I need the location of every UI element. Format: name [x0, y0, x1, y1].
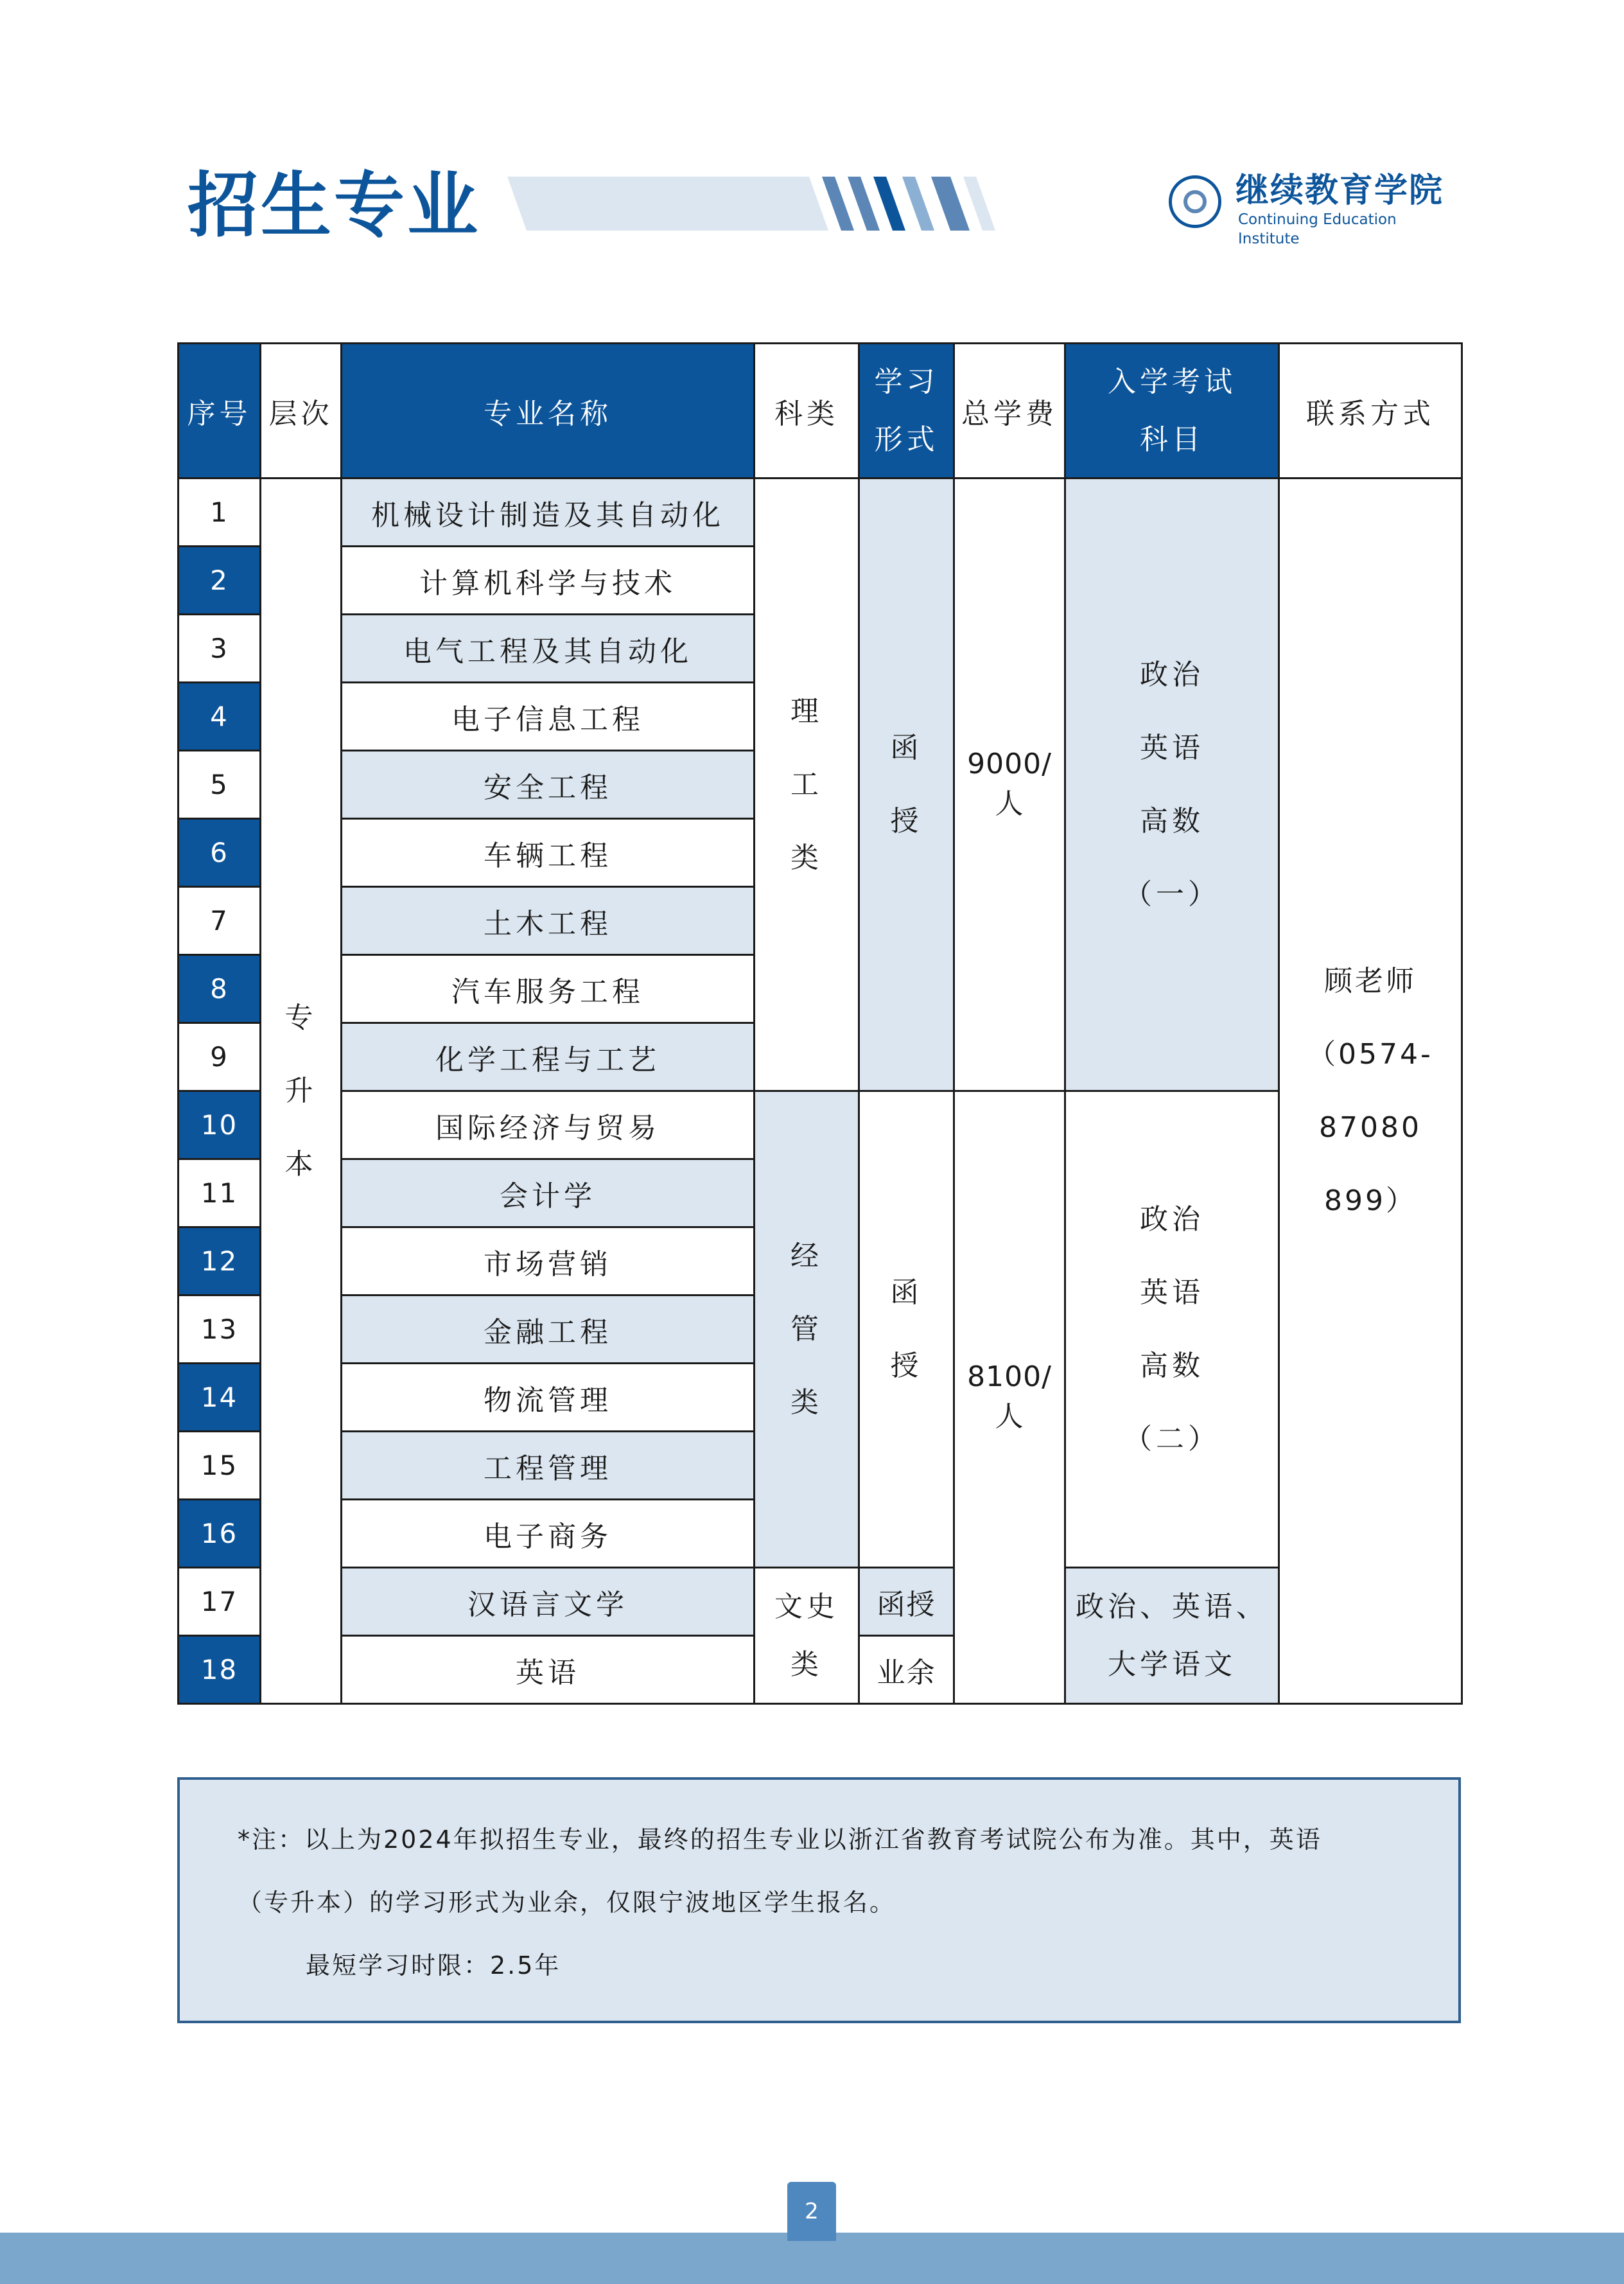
title-decoration-band — [507, 177, 995, 231]
row-seq: 5 — [179, 751, 261, 819]
row-seq: 13 — [179, 1296, 261, 1364]
header-study-form: 学习 形式 — [859, 344, 954, 479]
header-level: 层次 — [261, 344, 342, 479]
study-form-arts-17: 函授 — [859, 1568, 954, 1636]
row-seq: 10 — [179, 1091, 261, 1159]
study-form-sci: 函 授 — [859, 479, 954, 1091]
note-line-1: *注：以上为2024年拟招生专业，最终的招生专业以浙江省教育考试院公布为准。其中，英语 — [238, 1825, 1322, 1854]
row-seq: 8 — [179, 955, 261, 1023]
tuition-sci: 9000/人 — [954, 479, 1065, 1091]
row-seq: 3 — [179, 615, 261, 683]
logo-name-en: Continuing Education Institute — [1238, 211, 1397, 247]
row-seq: 9 — [179, 1023, 261, 1091]
row-seq: 12 — [179, 1227, 261, 1296]
row-major: 物流管理 — [342, 1364, 755, 1432]
logo-name-cn: 继续教育学院 — [1235, 171, 1444, 210]
page-number: 2 — [787, 2182, 836, 2241]
row-major: 电子信息工程 — [342, 683, 755, 751]
institute-logo — [1169, 170, 1451, 247]
contact-cell: 顾老师 （0574- 87080 899） — [1279, 479, 1462, 1704]
exam-econ: 政治 英语 高数 （二） — [1065, 1091, 1279, 1568]
row-major: 汽车服务工程 — [342, 955, 755, 1023]
row-major: 国际经济与贸易 — [342, 1091, 755, 1159]
study-form-econ: 函 授 — [859, 1091, 954, 1568]
study-form-arts-18: 业余 — [859, 1636, 954, 1704]
header-exam-subjects: 入学考试 科目 — [1065, 344, 1279, 479]
row-major: 市场营销 — [342, 1227, 755, 1296]
header-category: 科类 — [755, 344, 859, 479]
row-major: 化学工程与工艺 — [342, 1023, 755, 1091]
row-major: 计算机科学与技术 — [342, 547, 755, 615]
row-seq: 1 — [179, 479, 261, 547]
level-cell: 专 升 本 — [261, 479, 342, 1704]
table-header-row — [179, 344, 1462, 479]
row-major: 安全工程 — [342, 751, 755, 819]
row-seq: 11 — [179, 1159, 261, 1227]
row-seq: 18 — [179, 1636, 261, 1704]
exam-arts: 政治、英语、 大学语文 — [1065, 1568, 1279, 1704]
row-seq: 6 — [179, 819, 261, 887]
header-seq: 序号 — [179, 344, 261, 479]
row-seq: 7 — [179, 887, 261, 955]
institute-emblem-icon — [1169, 175, 1221, 228]
row-major: 金融工程 — [342, 1296, 755, 1364]
row-major: 英语 — [342, 1636, 755, 1704]
page-title: 招生专业 — [188, 164, 480, 247]
row-major: 电子商务 — [342, 1500, 755, 1568]
category-sci: 理 工 类 — [755, 479, 859, 1091]
header-major: 专业名称 — [342, 344, 755, 479]
note-line-2: （专升本）的学习形式为业余，仅限宁波地区学生报名。 — [238, 1888, 896, 1917]
row-major: 工程管理 — [342, 1432, 755, 1500]
row-seq: 14 — [179, 1364, 261, 1432]
row-major: 机械设计制造及其自动化 — [342, 479, 755, 547]
row-major: 车辆工程 — [342, 819, 755, 887]
note-box — [177, 1777, 1461, 2023]
table-row — [179, 1568, 1462, 1636]
table-row — [179, 479, 1462, 547]
note-line-3: 最短学习时限：2.5年 — [306, 1951, 561, 1980]
row-seq: 15 — [179, 1432, 261, 1500]
row-seq: 2 — [179, 547, 261, 615]
row-major: 土木工程 — [342, 887, 755, 955]
row-major: 会计学 — [342, 1159, 755, 1227]
row-seq: 4 — [179, 683, 261, 751]
category-arts: 文史 类 — [755, 1568, 859, 1704]
tuition-econ: 8100/人 — [954, 1091, 1065, 1704]
row-seq: 16 — [179, 1500, 261, 1568]
header-tuition: 总学费 — [954, 344, 1065, 479]
row-major: 电气工程及其自动化 — [342, 615, 755, 683]
row-major: 汉语言文学 — [342, 1568, 755, 1636]
table-row — [179, 1091, 1462, 1159]
header-contact: 联系方式 — [1279, 344, 1462, 479]
exam-sci: 政治 英语 高数 （一） — [1065, 479, 1279, 1091]
majors-table — [177, 342, 1463, 1705]
row-seq: 17 — [179, 1568, 261, 1636]
category-econ: 经 管 类 — [755, 1091, 859, 1568]
